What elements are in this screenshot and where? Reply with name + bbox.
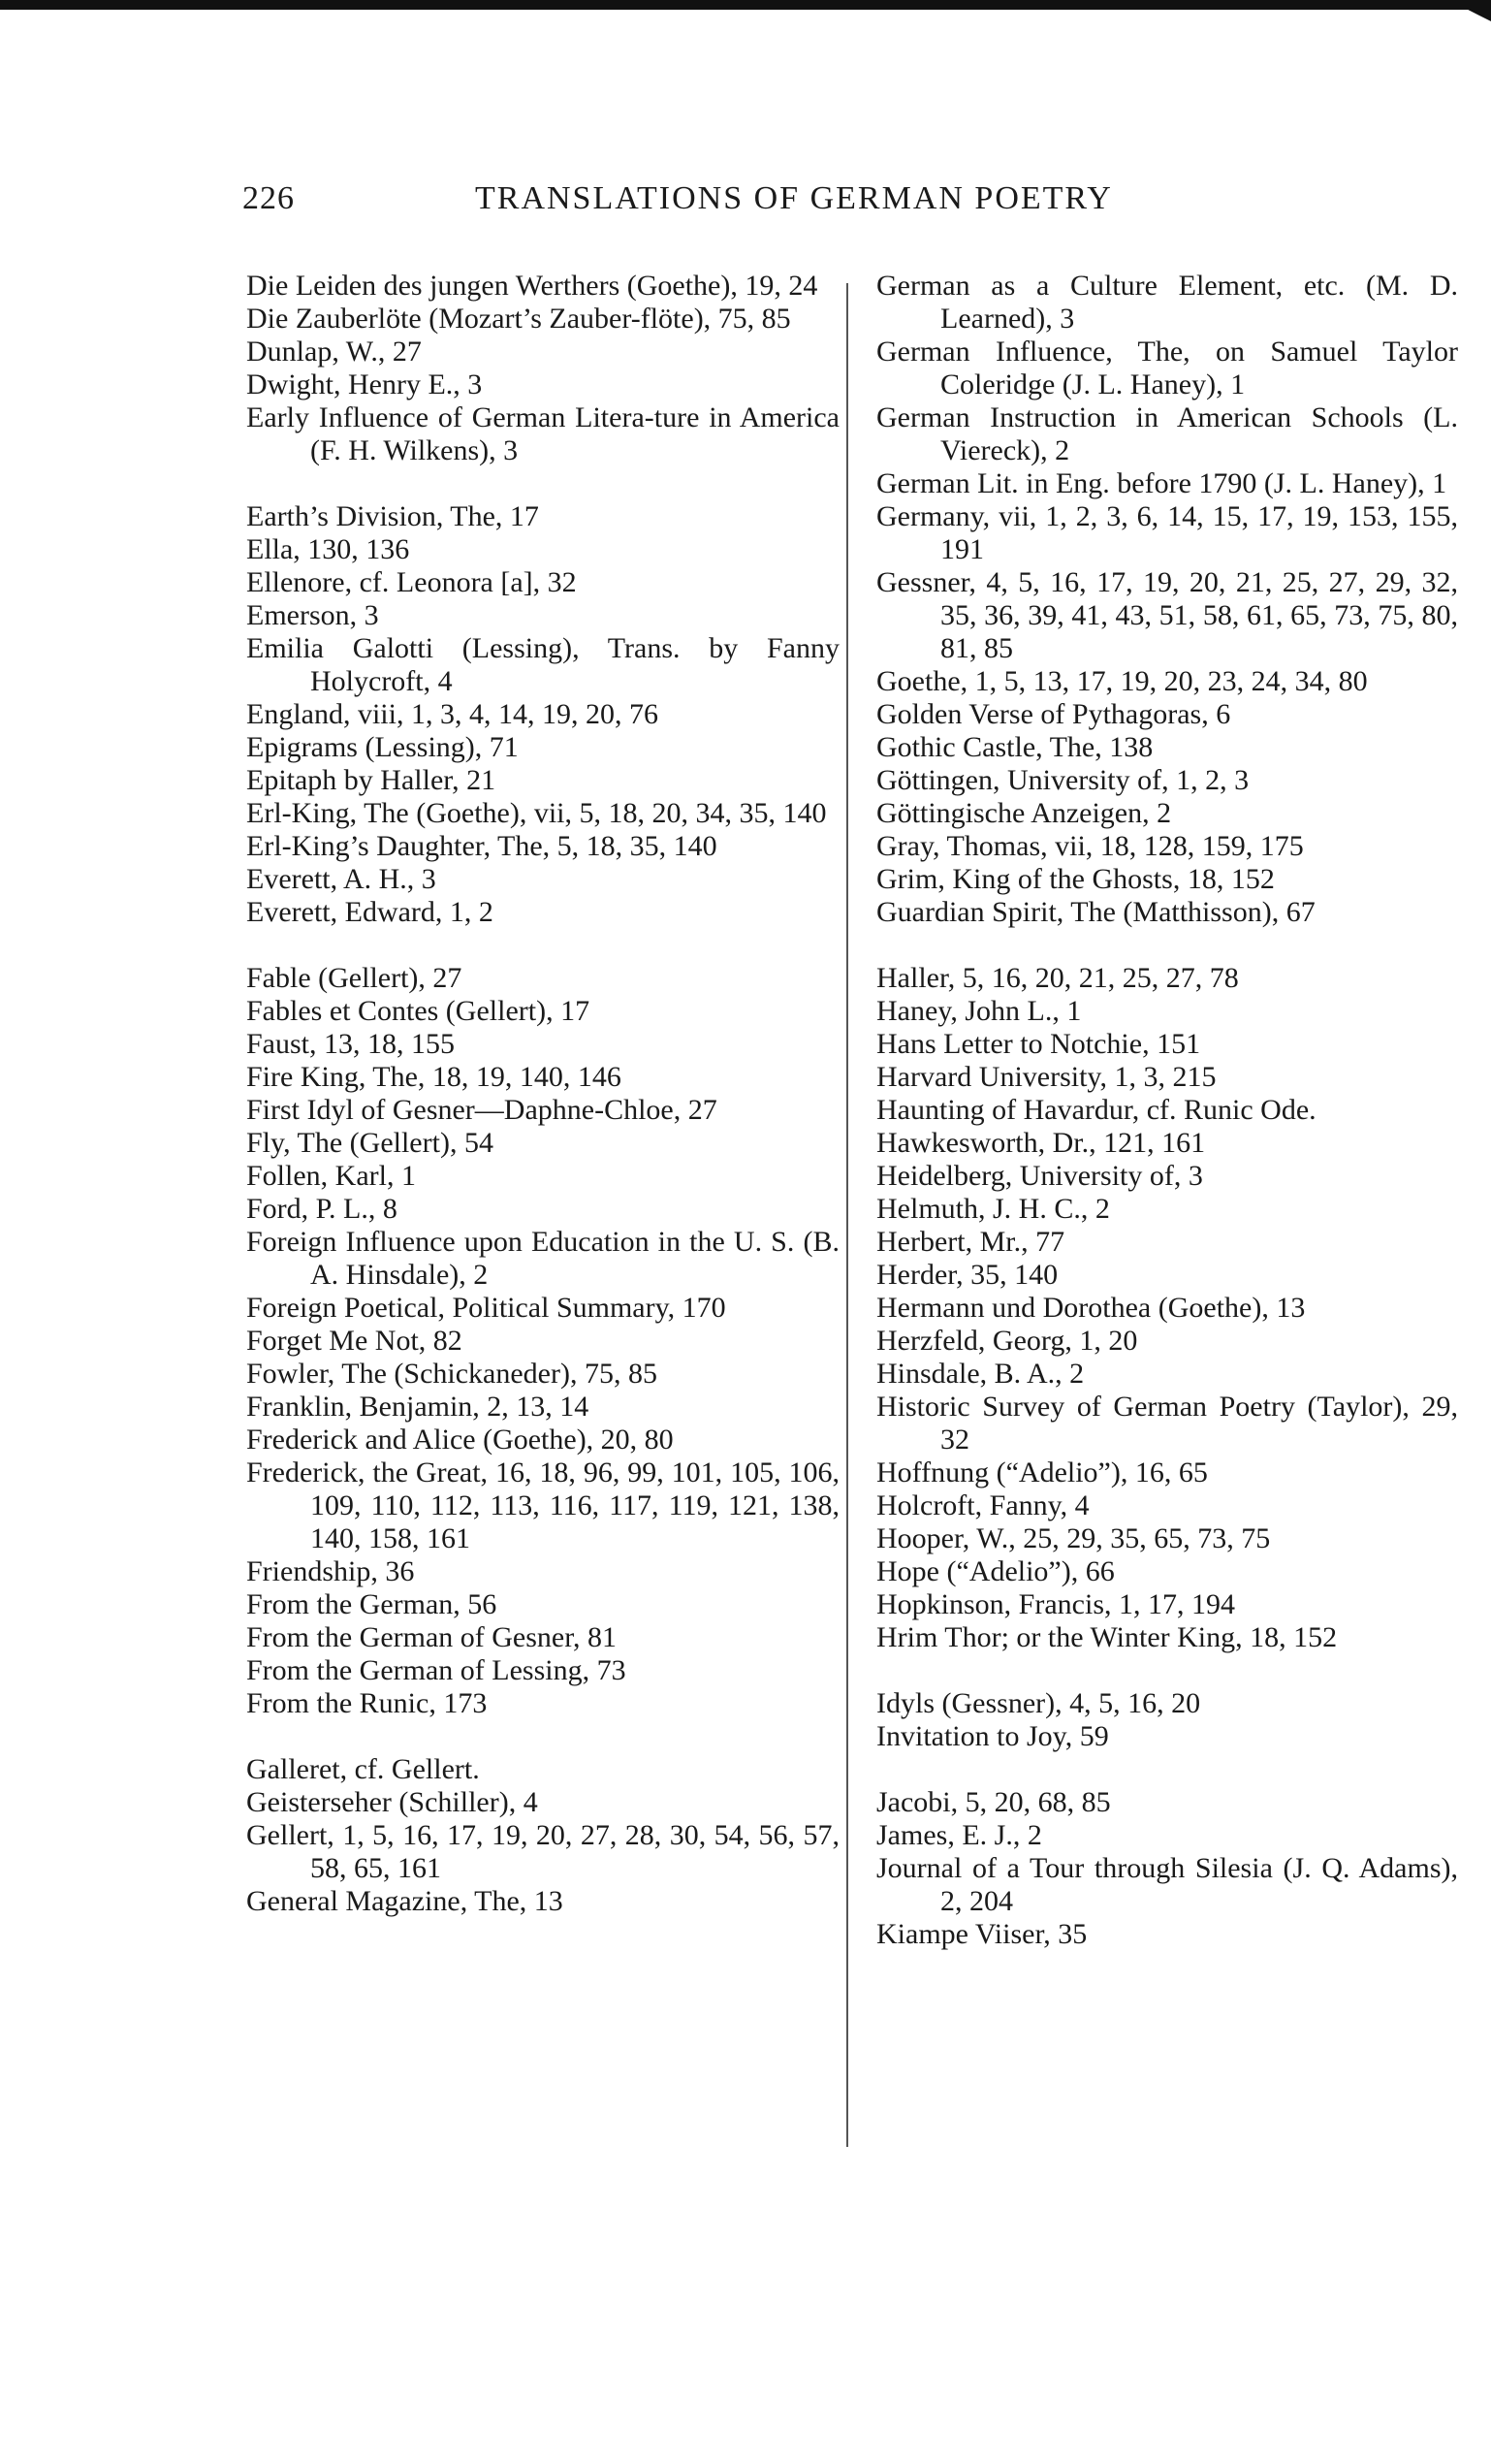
index-entry: Hinsdale, B. A., 2: [876, 1358, 1085, 1390]
index-entry: Fables et Contes (Gellert), 17: [246, 995, 590, 1027]
index-entry: Dunlap, W., 27: [246, 336, 422, 368]
index-entry: Dwight, Henry E., 3: [246, 368, 483, 400]
section-gap: [246, 1720, 840, 1753]
index-entry: German as a Culture Element, etc. (M. D. Learned), 3: [876, 270, 1458, 335]
index-entry: Galleret, cf. Gellert.: [246, 1753, 480, 1785]
index-entry: Gothic Castle, The, 138: [876, 731, 1154, 763]
index-entry: Die Zauberlöte (Mozart’s Zauber-flöte), 75, 85: [246, 303, 791, 335]
section-gap: [246, 929, 840, 962]
running-head: [242, 180, 1226, 223]
index-entry: Ellenore, cf. Leonora [a], 32: [246, 566, 577, 598]
index-entry: Earth’s Division, The, 17: [246, 500, 539, 532]
index-entry: Haller, 5, 16, 20, 21, 25, 27, 78: [876, 962, 1239, 994]
index-entry: From the Runic, 173: [246, 1687, 488, 1719]
index-entry: Frederick and Alice (Goethe), 20, 80: [246, 1424, 674, 1456]
index-entry: James, E. J., 2: [876, 1819, 1042, 1851]
index-entry: Foreign Influence upon Education in the U. S. (B. A. Hinsdale), 2: [246, 1226, 840, 1291]
section-gap: [876, 1753, 1458, 1786]
index-entry: Historic Survey of German Poetry (Taylor), 29, 32: [876, 1391, 1458, 1456]
index-entry: Herder, 35, 140: [876, 1259, 1059, 1291]
index-entry: Forget Me Not, 82: [246, 1325, 462, 1357]
top-border: [0, 0, 1491, 10]
index-entry: Göttingen, University of, 1, 2, 3: [876, 764, 1250, 796]
index-column-right: [876, 270, 1458, 1951]
index-entry: Hope (“Adelio”), 66: [876, 1555, 1115, 1587]
index-entry: Fable (Gellert), 27: [246, 962, 462, 994]
index-entry: Everett, A. H., 3: [246, 863, 436, 895]
index-entry: From the German of Gesner, 81: [246, 1621, 618, 1653]
index-entry: Journal of a Tour through Silesia (J. Q. Adams), 2, 204: [876, 1852, 1458, 1917]
index-entry: Germany, vii, 1, 2, 3, 6, 14, 15, 17, 19, 153, 155, 191: [876, 500, 1458, 565]
index-entry: Erl-King’s Daughter, The, 5, 18, 35, 140: [246, 830, 717, 862]
index-entry: Grim, King of the Ghosts, 18, 152: [876, 863, 1275, 895]
index-entry: Haney, John L., 1: [876, 995, 1082, 1027]
index-entry: Hoffnung (“Adelio”), 16, 65: [876, 1456, 1208, 1488]
column-divider: [846, 283, 848, 2147]
index-entry: England, viii, 1, 3, 4, 14, 19, 20, 76: [246, 698, 658, 730]
index-entry: Frederick, the Great, 16, 18, 96, 99, 101, 105, 106, 109, 110, 112, 113, 116, 117, 119, 121, 138, 140, 158, 161: [246, 1456, 840, 1554]
index-entry: Gray, Thomas, vii, 18, 128, 159, 175: [876, 830, 1304, 862]
index-entry: Ella, 130, 136: [246, 533, 410, 565]
index-entry: Hans Letter to Notchie, 151: [876, 1028, 1201, 1060]
index-entry: Fire King, The, 18, 19, 140, 146: [246, 1061, 621, 1093]
index-entry: Idyls (Gessner), 4, 5, 16, 20: [876, 1687, 1201, 1719]
index-entry: Jacobi, 5, 20, 68, 85: [876, 1786, 1111, 1818]
index-entry: Heidelberg, University of, 3: [876, 1160, 1203, 1192]
index-entry: Hawkesworth, Dr., 121, 161: [876, 1127, 1206, 1159]
index-entry: Herbert, Mr., 77: [876, 1226, 1065, 1258]
index-entry: Helmuth, J. H. C., 2: [876, 1193, 1110, 1225]
index-entry: Emilia Galotti (Lessing), Trans. by Fanny Holycroft, 4: [246, 632, 840, 697]
index-entry: Geisterseher (Schiller), 4: [246, 1786, 538, 1818]
index-entry: Invitation to Joy, 59: [876, 1720, 1109, 1752]
index-entry: Harvard University, 1, 3, 215: [876, 1061, 1217, 1093]
index-entry: German Influence, The, on Samuel Taylor Coleridge (J. L. Haney), 1: [876, 336, 1458, 400]
index-entry: General Magazine, The, 13: [246, 1885, 563, 1917]
index-entry: German Lit. in Eng. before 1790 (J. L. Haney), 1: [876, 467, 1447, 499]
index-entry: Epigrams (Lessing), 71: [246, 731, 519, 763]
page-title: TRANSLATIONS OF GERMAN POETRY: [475, 180, 1113, 216]
index-entry: Herzfeld, Georg, 1, 20: [876, 1325, 1138, 1357]
index-entry: Hooper, W., 25, 29, 35, 65, 73, 75: [876, 1522, 1271, 1554]
index-entry: Everett, Edward, 1, 2: [246, 896, 493, 928]
index-entry: Fowler, The (Schickaneder), 75, 85: [246, 1358, 657, 1390]
index-entry: Follen, Karl, 1: [246, 1160, 416, 1192]
section-gap: [876, 929, 1458, 962]
index-entry: Kiampe Viiser, 35: [876, 1918, 1088, 1950]
index-entry: Friendship, 36: [246, 1555, 415, 1587]
index-entry: Fly, The (Gellert), 54: [246, 1127, 493, 1159]
index-entry: German Instruction in American Schools (L. Viereck), 2: [876, 401, 1458, 466]
index-entry: Epitaph by Haller, 21: [246, 764, 496, 796]
index-entry: Hrim Thor; or the Winter King, 18, 152: [876, 1621, 1338, 1653]
index-entry: Golden Verse of Pythagoras, 6: [876, 698, 1231, 730]
index-entry: Goethe, 1, 5, 13, 17, 19, 20, 23, 24, 34, 80: [876, 665, 1368, 697]
index-entry: Hermann und Dorothea (Goethe), 13: [876, 1292, 1306, 1324]
index-entry: First Idyl of Gesner—Daphne-Chloe, 27: [246, 1094, 717, 1126]
index-entry: Early Influence of German Litera-ture in America (F. H. Wilkens), 3: [246, 401, 840, 466]
index-entry: Haunting of Havardur, cf. Runic Ode.: [876, 1094, 1317, 1126]
index-entry: Die Leiden des jungen Werthers (Goethe), 19, 24: [246, 270, 818, 302]
index-entry: Faust, 13, 18, 155: [246, 1028, 456, 1060]
index-entry: Emerson, 3: [246, 599, 379, 631]
index-entry: Gellert, 1, 5, 16, 17, 19, 20, 27, 28, 30, 54, 56, 57, 58, 65, 161: [246, 1819, 840, 1884]
index-entry: From the German, 56: [246, 1588, 497, 1620]
index-entry: Hopkinson, Francis, 1, 17, 194: [876, 1588, 1235, 1620]
index-entry: Guardian Spirit, The (Matthisson), 67: [876, 896, 1316, 928]
index-entry: Holcroft, Fanny, 4: [876, 1489, 1090, 1521]
index-entry: Ford, P. L., 8: [246, 1193, 397, 1225]
index-column-left: [246, 270, 840, 1918]
index-entry: Gessner, 4, 5, 16, 17, 19, 20, 21, 25, 27, 29, 32, 35, 36, 39, 41, 43, 51, 58, 61, 65, 73, 75, 80, 81, 85: [876, 566, 1458, 664]
page-number: 226: [242, 180, 295, 216]
index-entry: Erl-King, The (Goethe), vii, 5, 18, 20, 34, 35, 140: [246, 797, 827, 829]
section-gap: [246, 467, 840, 500]
index-entry: Franklin, Benjamin, 2, 13, 14: [246, 1391, 589, 1423]
index-entry: Göttingische Anzeigen, 2: [876, 797, 1172, 829]
index-entry: Foreign Poetical, Political Summary, 170: [246, 1292, 726, 1324]
index-entry: From the German of Lessing, 73: [246, 1654, 626, 1686]
section-gap: [876, 1654, 1458, 1687]
